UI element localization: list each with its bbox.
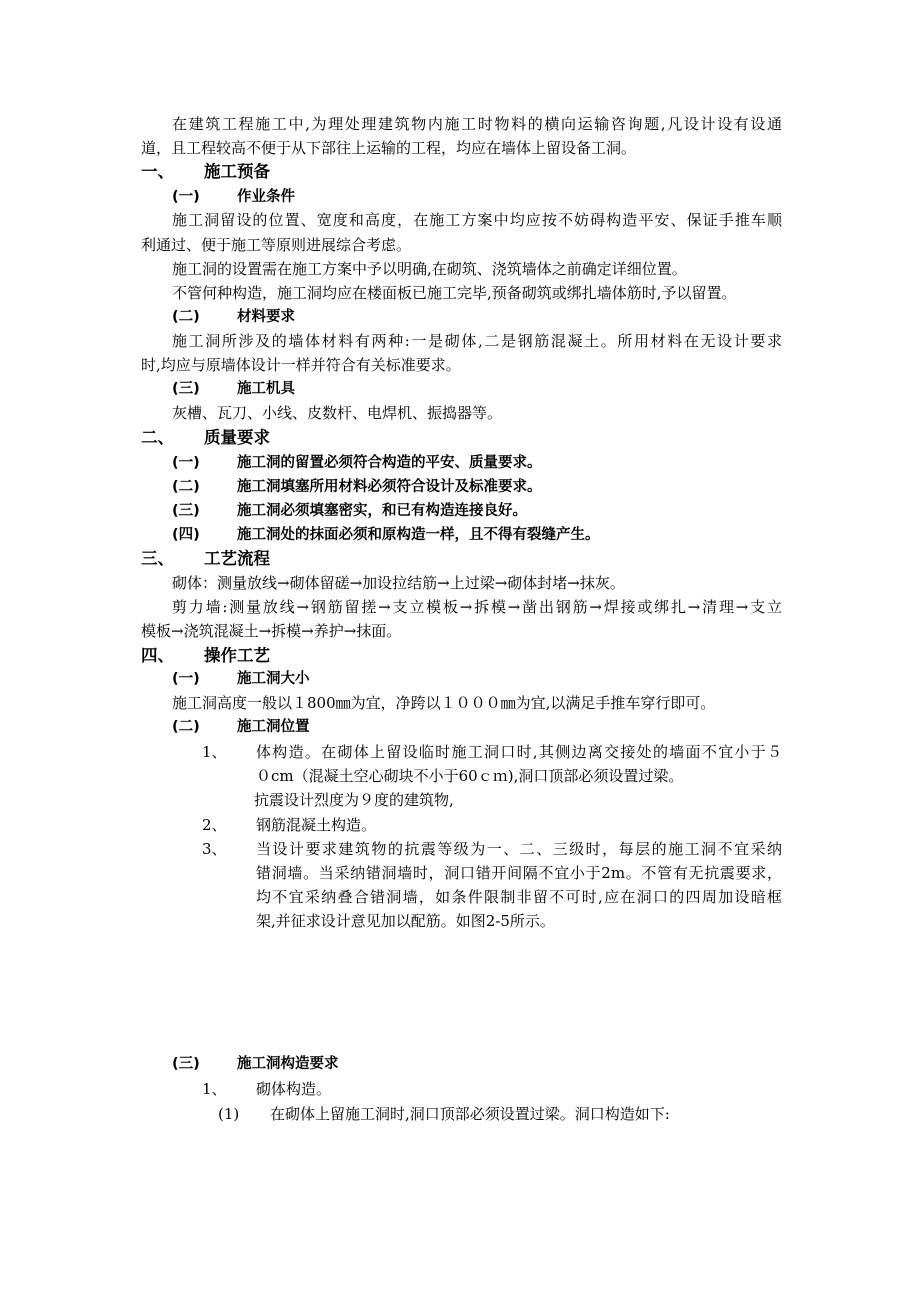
paragraph-line: 剪力墙:测量放线→钢筋留搓→支立模板→拆模→凿出钢筋→焊接或绑扎→清理→支立 <box>172 598 782 616</box>
paragraph-line: 灰槽、瓦刀、小线、皮数杆、电焊机、振捣器等。 <box>172 404 503 422</box>
section-2-title: 质量要求 <box>204 428 270 447</box>
section-3-number: 三、 <box>141 549 174 568</box>
paragraph-line: 施工洞留设的位置、宽度和高度，在施工方案中均应按不妨碍构造平安、保证手推车顺 <box>172 211 782 229</box>
section-2-number: 二、 <box>141 428 174 447</box>
section-4-number: 四、 <box>141 646 174 665</box>
quality-item-text: 施工洞处的抹面必须和原构造一样，且不得有裂缝产生。 <box>237 527 600 543</box>
list-item-line: 砌体构造。 <box>256 1080 332 1098</box>
quality-item-text: 施工洞的留置必须符合构造的平安、质量要求。 <box>237 455 542 471</box>
list-item-number: 1、 <box>202 1080 227 1098</box>
list-item-line: 抗震设计烈度为９度的建筑物, <box>254 791 454 809</box>
quality-item-number: (四) <box>172 527 200 543</box>
quality-item-number: (二) <box>172 479 200 495</box>
subsection-1-3-title: 施工机具 <box>237 381 295 397</box>
subsection-4-2-title: 施工洞位置 <box>237 719 310 735</box>
paragraph-line: 不管何种构造，施工洞均应在楼面板已施工完毕,预备砌筑或绑扎墙体筋时,予以留置。 <box>172 284 737 302</box>
list-item-line: 均不宜采纳叠合错洞墙，如条件限制非留不可时,应在洞口的四周加设暗框 <box>256 888 782 906</box>
intro-line-1: 在建筑工程施工中,为理处理建筑物内施工时物料的横向运输咨询题,凡设计设有设通 <box>172 115 782 133</box>
quality-item-text: 施工洞必须填塞密实，和已有构造连接良好。 <box>237 503 527 519</box>
list-item-number: 1、 <box>202 743 227 761</box>
paragraph-line: 时,均应与原墙体设计一样并符合有关标准要求。 <box>141 356 461 374</box>
subsection-4-1-number: (一) <box>172 671 200 687</box>
paragraph-line: 利通过、便于施工等原则进展综合考虑。 <box>141 236 412 254</box>
list-item-line: 当设计要求建筑物的抗震等级为一、二、三级时，每层的施工洞不宜采纳 <box>256 840 782 858</box>
subsection-1-1-number: (一) <box>172 189 200 205</box>
section-3-title: 工艺流程 <box>204 549 270 568</box>
subsection-1-2-title: 材料要求 <box>237 309 295 325</box>
section-1-number: 一、 <box>141 162 174 181</box>
paragraph-line: 模板→浇筑混凝土→拆模→养护→抹面。 <box>141 622 402 640</box>
subsection-1-2-number: (二) <box>172 309 200 325</box>
list-item-line: ０cm（混凝土空心砌块不小于60ｃｍ),洞口顶部必须设置过梁。 <box>256 767 684 785</box>
list-item-line: 钢筋混凝土构造。 <box>256 816 377 834</box>
quality-item-text: 施工洞填塞所用材料必须符合设计及标准要求。 <box>237 479 542 495</box>
subsection-4-3-title: 施工洞构造要求 <box>237 1056 339 1072</box>
subsection-4-3-number: (三) <box>172 1056 200 1072</box>
list-item-number: (1) <box>218 1105 240 1123</box>
paragraph-line: 施工洞高度一般以１800㎜为宜，净跨以１０００㎜为宜,以满足手推车穿行即可。 <box>172 694 716 712</box>
list-item-line: 体构造。在砌体上留设临时施工洞口时,其侧边离交接处的墙面不宜小于５ <box>256 743 782 761</box>
intro-line-2: 道，且工程较高不便于从下部往上运输的工程，均应在墙体上留设备工洞。 <box>141 139 637 157</box>
list-item-line: 错洞墙。当采纳错洞墙时，洞口错开间隔不宜小于2m。不管有无抗震要求， <box>256 864 782 882</box>
list-item-number: 2、 <box>202 816 227 834</box>
quality-item-number: (三) <box>172 503 200 519</box>
subsection-4-1-title: 施工洞大小 <box>237 671 310 687</box>
paragraph-line: 施工洞所涉及的墙体材料有两种:一是砌体,二是钢筋混凝土。所用材料在无设计要求 <box>172 332 782 350</box>
paragraph-line: 砌体：测量放线→砌体留磋→加设拉结筋→上过梁→砌体封堵→抹灰。 <box>172 574 625 592</box>
list-item-number: 3、 <box>202 840 227 858</box>
list-item-line: 架,并征求设计意见加以配筋。如图2-5所示。 <box>256 912 555 930</box>
subsection-4-2-number: (二) <box>172 719 200 735</box>
paragraph-line: 施工洞的设置需在施工方案中予以明确,在砌筑、浇筑墙体之前确定详细位置。 <box>172 260 687 278</box>
subsection-1-1-title: 作业条件 <box>237 189 295 205</box>
quality-item-number: (一) <box>172 455 200 471</box>
list-item-line: 在砌体上留施工洞时,洞口顶部必须设置过梁。洞口构造如下: <box>270 1105 670 1123</box>
section-4-title: 操作工艺 <box>204 646 270 665</box>
subsection-1-3-number: (三) <box>172 381 200 397</box>
section-1-title: 施工预备 <box>204 162 270 181</box>
